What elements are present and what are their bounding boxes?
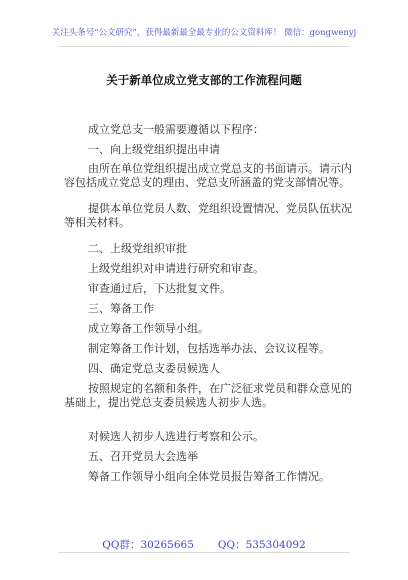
footer-contacts <box>0 537 408 552</box>
footer-qq: QQ：535304092 <box>217 539 306 551</box>
document-title: 关于新单位成立党支部的工作流程问题 <box>106 73 302 87</box>
footer-qq-group: QQ群：30265665 <box>102 539 194 551</box>
paragraph-intro: 成立党总支一般需要遵循以下程序： <box>88 123 264 136</box>
paragraph: 按照规定的名额和条件，在广泛征求党员和群众意见的基础上，提出党总支委员候选人初步人选。 <box>64 382 352 409</box>
section-heading-4: 四、确定党总支委员候选人 <box>88 362 220 375</box>
section-heading-5: 五、召开党员大会选举 <box>88 450 198 463</box>
paragraph: 成立筹备工作领导小组。 <box>88 322 209 335</box>
footer-divider <box>58 552 350 553</box>
paragraph: 提供本单位党员人数、党组织设置情况、党员队伍状况等相关材料。 <box>64 202 352 229</box>
paragraph: 由所在单位党组织提出成立党总支的书面请示。请示内容包括成立党总支的理由、党总支所涵盖的党支部情况等。 <box>64 162 352 189</box>
section-heading-1: 一、向上级党组织提出申请 <box>88 143 220 156</box>
paragraph: 筹备工作领导小组向全体党员报告筹备工作情况。 <box>88 470 330 483</box>
paragraph: 制定筹备工作计划，包括选举办法、会议议程等。 <box>88 342 330 355</box>
header-divider <box>58 46 350 47</box>
paragraph: 对候选人初步人选进行考察和公示。 <box>88 430 264 443</box>
header-notice: 关注头条号“公文研究”，获得最新最全最专业的公文资料库！ 微信：gongwenyj <box>51 28 357 38</box>
section-heading-3: 三、筹备工作 <box>88 302 154 315</box>
paragraph: 审查通过后，下达批复文件。 <box>88 282 231 295</box>
paragraph: 上级党组织对申请进行研究和审查。 <box>88 262 264 275</box>
section-heading-2: 二、上级党组织审批 <box>88 242 187 255</box>
